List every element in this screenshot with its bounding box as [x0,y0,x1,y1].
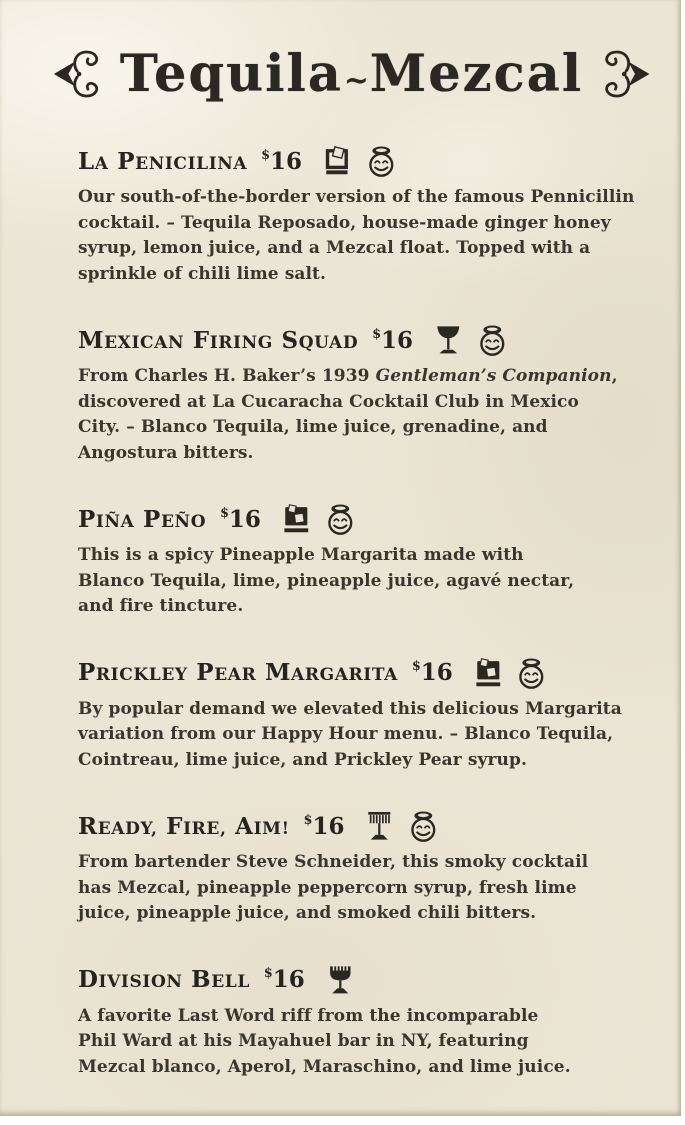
cocktail-glass-icon [433,323,464,357]
item-name: PRICKLEY PEAR MARGARITA [78,659,398,686]
price-currency-symbol: $ [372,325,382,341]
item-icons [281,502,355,536]
price-currency-symbol: $ [263,965,273,981]
item-description: A favorite Last Word riff from the incomparable Phil Ward at his Mayahuel bar in NY, featuring Mezcal blanco, Aperol, Maraschino, and lime juice. [78,1005,571,1077]
menu-item-header [78,963,625,997]
angel-smiley-icon [477,323,508,357]
item-name: DIVISION BELL [78,966,250,993]
menu-list [78,144,635,1080]
menu-item [78,809,625,927]
price-amount: 16 [381,326,414,354]
striped-goblet-icon [364,809,395,843]
item-icons [473,656,547,690]
rocks-glass-ice-icon [281,502,312,536]
menu-item-header [78,144,625,178]
item-name: MEXICAN FIRING SQUAD [78,326,359,354]
item-price [304,813,345,840]
menu-item-header [78,323,625,357]
item-name: LA PENICILINA [78,147,248,175]
angel-smiley-icon [516,656,547,690]
price-currency-symbol: $ [411,658,421,674]
menu-item-header [78,809,625,843]
fleuron-left-icon [52,45,104,103]
price-amount: 16 [312,812,345,840]
menu-item [78,323,625,466]
price-currency-symbol: $ [303,811,313,827]
price-amount: 16 [228,505,261,533]
menu-item [78,502,625,620]
title-word-2: Mezcal [369,44,584,104]
menu-item-header [78,502,625,536]
item-price [264,966,305,993]
price-amount: 16 [270,147,303,175]
item-price [261,148,302,175]
item-description: This is a spicy Pineapple Margarita made with Blanco Tequila, lime, pineapple juice, agavé nectar, and fire tincture. [78,545,575,616]
angel-smiley-icon [366,144,397,178]
item-icons [433,323,507,357]
item-name: READY, FIRE, AIM! [78,812,290,840]
title-word-1: Tequila [119,44,343,104]
title-row [78,36,625,112]
item-description: From bartender Steve Schneider, this smoky cocktail has Mezcal, pineapple peppercorn syrup, fresh lime juice, pineapple juice, and smoked chili bitters. [78,852,589,923]
menu-item [78,144,635,287]
rocks-glass-ice-icon [473,656,504,690]
item-name: PIÑA PEÑO [78,505,207,533]
rocks-glass-icon [322,144,353,178]
page-title [120,44,583,104]
title-separator: ~ [343,62,369,98]
price-amount: 16 [420,659,453,686]
item-description: Our south-of-the-border version of the famous Pennicillin cocktail. – Tequila Reposado, house-made ginger honey syrup, lemon juice, and a Mezcal float. Topped with a sprinkle of chili lime salt. [78,187,635,284]
angel-smiley-icon [408,809,439,843]
fleuron-right-icon [599,45,651,103]
price-currency-symbol: $ [220,504,229,520]
menu-item [78,656,625,774]
item-description: From Charles H. Baker’s 1939 Gentleman’s Companion, discovered at La Cucaracha Cocktail Club in Mexico City. – Blanco Tequila, lime juice, grenadine, and Angostura bitters. [78,366,618,463]
price-amount: 16 [272,966,305,993]
menu-item [78,963,625,1081]
item-description: By popular demand we elevated this delicious Margarita variation from our Happy Hour menu. – Blanco Tequila, Cointreau, lime juice, and Prickley Pear syrup. [78,698,622,770]
item-icons [325,963,356,997]
item-price [220,506,261,533]
menu-item-header [78,656,625,690]
goblet-icon [325,963,356,997]
item-icons [364,809,438,843]
item-price [372,327,413,354]
price-currency-symbol: $ [261,146,271,162]
angel-smiley-icon [325,502,356,536]
item-price [412,659,453,686]
item-icons [322,144,396,178]
